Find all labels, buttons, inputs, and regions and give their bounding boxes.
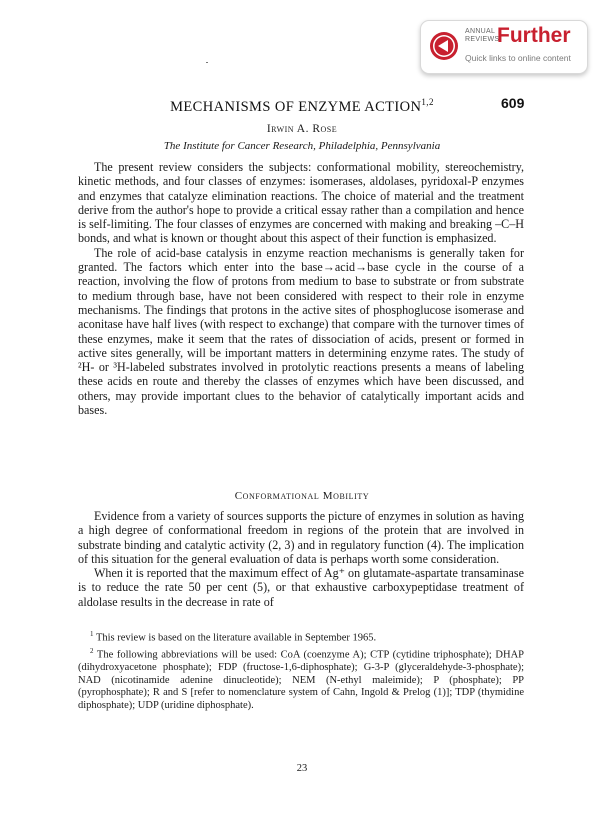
footnote-mark: 2 bbox=[90, 647, 94, 655]
author-affiliation: The Institute for Cancer Research, Philadelphia, Pennsylvania bbox=[163, 140, 441, 152]
folio-page-number: 23 bbox=[296, 763, 308, 774]
title-text: MECHANISMS OF ENZYME ACTION bbox=[170, 98, 422, 115]
footnotes bbox=[78, 628, 524, 712]
intro-text bbox=[78, 160, 524, 417]
intro-paragraph: The present review considers the subjects: conformational mobility, stereochemistry, kinetic methods, and four classes of enzymes: isomerases, aldolases, pyridoxal-P enzymes and enzymes that catalyze elimination reactions. The choice of material and the treatment derive from the author's hope to provide a critical essay rather than a compilation and hence is self-limiting. The four classes of enzymes are concerned with making and breaking –C–H bonds, and what is known or thought about this aspect of their function is emphasized. bbox=[78, 160, 524, 246]
back-arrow-icon bbox=[429, 31, 459, 61]
badge-subtitle: Quick links to online content bbox=[465, 53, 571, 63]
section-heading: Conformational Mobility bbox=[234, 490, 370, 502]
footnote bbox=[78, 628, 524, 645]
footnote bbox=[78, 645, 524, 712]
badge-further-text: Further bbox=[497, 24, 571, 47]
article-title bbox=[0, 97, 604, 116]
page-number: 609 bbox=[501, 95, 525, 111]
scan-speck bbox=[206, 62, 208, 63]
title-footnote-marks: 1,2 bbox=[421, 97, 434, 107]
intro-paragraph: The role of acid-base catalysis in enzyme reaction mechanisms is generally taken for granted. The factors which enter into the base→acid→base cycle in the course of a reaction, involving the flow of protons from medium to base to substrate or from substrate to medium through base, have not been considered with respect to their role in enzyme mechanisms. The findings that protons in the active sites of phosphoglucose isomerase and aconitase have half lives (with respect to exchange) that compare with the turnover times of these enzymes, make it seem that the rates of dissociation of acids, present or formed in active sites generally, will be important matters in determining enzyme rates. The study of ²H- or ³H-labeled substrates involved in protolytic reactions presents a means of labeling these acids en route and thereby the classes of enzymes which have been discussed, and others, may provide important clues to the behavior of catalytically important acids and bases. bbox=[78, 245, 524, 418]
section-text bbox=[78, 509, 524, 609]
footnote-mark: 1 bbox=[90, 630, 94, 638]
further-badge[interactable] bbox=[420, 20, 588, 74]
badge-publisher-text: ANNUAL REVIEWS bbox=[465, 28, 500, 43]
section-paragraph: Evidence from a variety of sources supports the picture of enzymes in solution as having a high degree of conformational freedom in regions of the protein that are involved in substrate binding and catalytic activity (2, 3) and in regulatory function (4). The implication of this situation for the general evaluation of data is perhaps worth some consideration. bbox=[78, 509, 524, 566]
footnote-text: The following abbreviations will be used: CoA (coenzyme A); CTP (cytidine triphosphate); DHAP (dihydroxyacetone phosphate); FDP (fructose-1,6-diphosphate); G-3-P (glyceraldehyde-3-phosphate); NAD (nicotinamide adenine dinucleotide); NEM (N-ethyl maleimide); P (phosphate); PP (pyrophosphate); R and S [refer to nomenclature system of Cahn, Ingold & Prelog (1)]; TDP (thymidine diphosphate); UDP (uridine diphosphate). bbox=[78, 649, 524, 711]
author-name: Irwin A. Rose bbox=[266, 123, 338, 135]
section-paragraph: When it is reported that the maximum effect of Ag⁺ on glutamate-aspartate transaminase is to reduce the rate 50 per cent (5), or that exhaustive carboxypeptidase treatment of aldolase results in the decrease in rate of bbox=[78, 566, 524, 609]
footnote-text: This review is based on the literature available in September 1965. bbox=[95, 632, 377, 644]
